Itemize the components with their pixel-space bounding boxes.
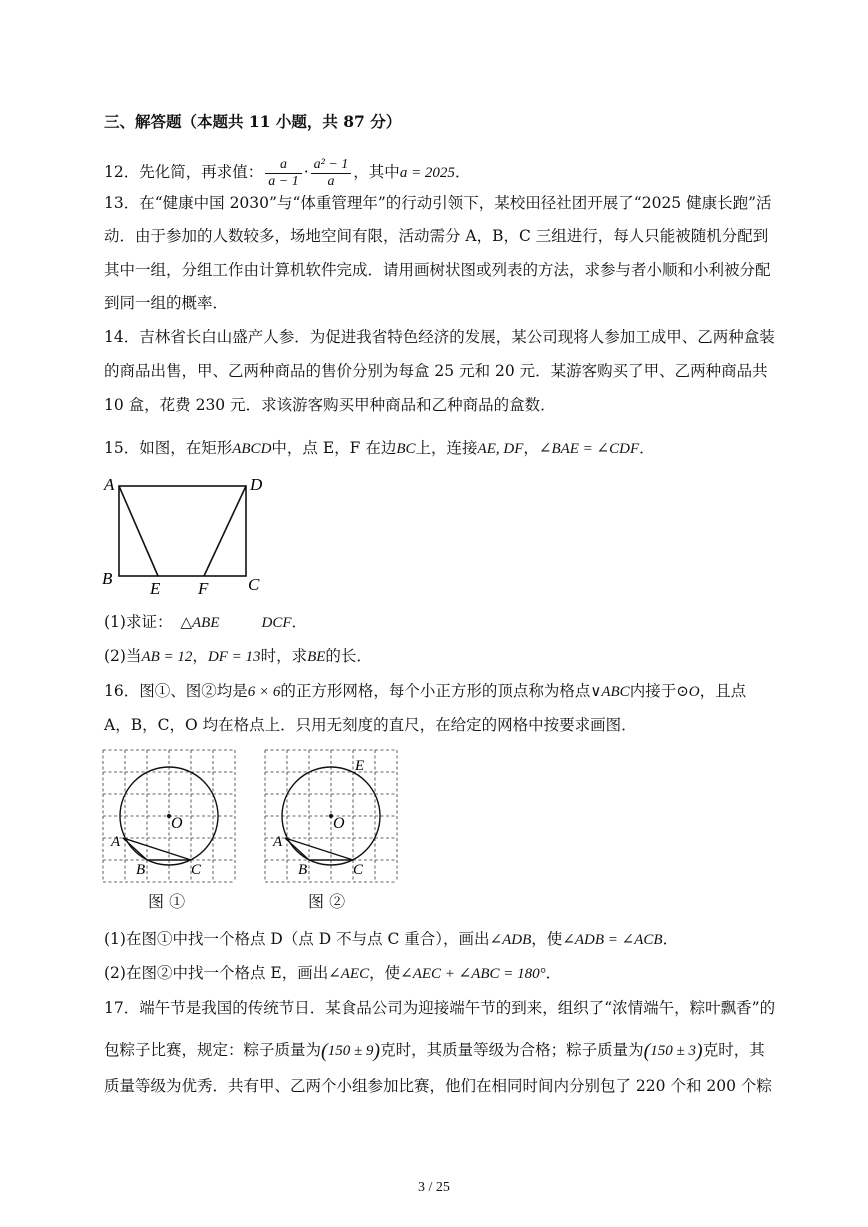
q15-part2-be: BE — [307, 649, 326, 665]
q15-text-b: 中，点 E，F 在边 — [271, 439, 397, 457]
q15-part2-text-c: 时，求 — [260, 647, 308, 665]
q17-range-excellent-value: 150 ± 3 — [650, 1043, 697, 1059]
q16-fig2-label-b: B — [298, 862, 308, 878]
q15-part2-ab: AB = 12 — [141, 649, 193, 665]
q17-line-3: 质量等级为优秀．共有甲、乙两个小组参加比赛，他们在相同时间内分别包了 220 个和 200 个粽 — [104, 1077, 772, 1095]
q12-end: ． — [454, 163, 471, 181]
q15-end: ． — [639, 439, 655, 457]
q16-fig1-caption: 图 ① — [148, 892, 186, 911]
q15-label-d: D — [250, 475, 263, 494]
q16-part1-equation: ∠ADB = ∠ACB — [562, 932, 663, 948]
q15-text-d: ， — [523, 439, 539, 457]
q12-frac1-numerator: a — [265, 157, 301, 174]
q15-segments: AE, DF — [477, 441, 524, 457]
q12-number: 12． — [104, 163, 140, 181]
q15-part1-triangle: △ABE — [180, 615, 220, 631]
q15-part-1 — [104, 612, 307, 633]
q16-part1-angle: ∠ADB — [489, 932, 532, 948]
q15-part2-text-a: (2)当 — [104, 647, 142, 665]
q12-condition: a = 2025 — [399, 165, 455, 181]
q16-fig2-label-o: O — [333, 815, 345, 832]
q13-line-3: 其中一组，分组工作由计算机软件完成．请用画树状图或列表的方法，求参与者小顺和小利被分配 — [104, 261, 771, 279]
q16-fig1-label-c: C — [191, 862, 202, 878]
q16-figure-2 — [265, 750, 401, 884]
q13-line-2: 动．由于参加的人数较多，场地空间有限，活动需分 A，B，C 三组进行，每人只能被随机分配到 — [104, 227, 769, 245]
q16-part2-text-b: ，使 — [369, 964, 401, 982]
q16-grid-size: 6 × 6 — [247, 684, 281, 700]
q15-part1-text: (1)求证： — [104, 613, 173, 631]
q16-part2-angle: ∠AEC — [328, 966, 370, 982]
q16-figure-1 — [103, 750, 239, 884]
q16-fig1-label-b: B — [136, 862, 146, 878]
q12-frac2-denominator: a — [327, 173, 335, 189]
q17-range-excellent: (150 ± 3) — [643, 1040, 703, 1062]
q15-part2-text-d: 的长． — [325, 647, 372, 665]
q15-label-c: C — [248, 575, 260, 594]
q16-part2-equation: ∠AEC + ∠ABC = 180° — [400, 966, 546, 982]
q12-text-b: ，其中 — [353, 163, 400, 181]
q17-range-qualified-value: 150 ± 9 — [327, 1043, 374, 1059]
q16-part2-end: ． — [545, 964, 562, 982]
q15-text-c: 上，连接 — [415, 439, 478, 457]
q12-frac1-denominator: a − 1 — [268, 173, 299, 189]
q16-text-c: 内接于 — [629, 682, 677, 700]
q16-fig2-label-a: A — [273, 834, 283, 850]
q12-fraction-2 — [311, 157, 352, 190]
q14-line-3: 10 盒，花费 230 元．求该游客购买甲种商品和乙种商品的盒数． — [104, 396, 556, 414]
q14-line-2: 的商品出售，甲、乙两种商品的售价分别为每盒 25 元和 20 元．某游客购买了甲、乙两种商品共 — [104, 362, 768, 380]
q15-rectangle-figure — [100, 470, 270, 600]
q15-label-b: B — [102, 569, 113, 588]
q16-part1-text-a: (1)在图①中找一个格点 D（点 D 不与点 C 重合），画出 — [104, 930, 490, 948]
q12-fraction-1 — [265, 157, 301, 190]
q16-text-d: ，且点 — [699, 682, 747, 700]
q16-line-2: A，B，C，O 均在格点上．只用无刻度的直尺，在给定的网格中按要求画图． — [104, 716, 637, 734]
q16-text-b: 的正方形网格，每个小正方形的顶点称为格点 — [280, 682, 591, 700]
q17-range-qualified: (150 ± 9) — [321, 1040, 381, 1062]
q15-part1-triangle-2: DCF — [261, 615, 292, 631]
q13-line-4: 到同一组的概率． — [104, 294, 229, 312]
q17-line2-text-b: 克时，其质量等级为合格；粽子质量为 — [380, 1041, 644, 1059]
q16-triangle: ∨ABC — [590, 684, 630, 700]
q15-label-e: E — [150, 579, 161, 598]
q16-part-1 — [104, 929, 678, 950]
q15-text-a: 15．如图，在矩形 — [104, 439, 233, 457]
q15-part1-end: ． — [291, 613, 308, 631]
q16-part1-end: ． — [662, 930, 679, 948]
q15-part-2 — [104, 646, 372, 667]
q16-text-a: 16．图①、图②均是 — [104, 682, 248, 700]
q15-rect: ABCD — [232, 441, 272, 457]
q13-line-1: 13．在“健康中国 2030”与“体重管理年”的行动引领下，某校田径社团开展了“2025 健康长跑”活 — [104, 194, 772, 212]
q16-fig1-label-a: A — [111, 834, 121, 850]
q15-part2-text-b: ， — [192, 647, 208, 665]
q15-angles: ∠BAE = ∠CDF — [538, 441, 640, 457]
q17-line-2 — [104, 1040, 765, 1061]
question-15 — [104, 438, 655, 459]
q17-line2-text-c: 克时，其 — [702, 1041, 765, 1059]
q15-label-a: A — [104, 475, 115, 494]
question-12 — [104, 152, 470, 192]
q16-fig2-label-e: E — [355, 758, 365, 774]
q15-part2-df: DF = 13 — [207, 649, 261, 665]
q12-frac2-numerator: a² − 1 — [311, 157, 352, 174]
q12-dot: · — [303, 163, 309, 181]
question-16 — [104, 681, 746, 702]
section-heading: 三、解答题（本题共 11 小题，共 87 分） — [104, 112, 402, 131]
q16-fig2-caption: 图 ② — [308, 892, 346, 911]
q15-side: BC — [396, 441, 416, 457]
q14-line-1: 14．吉林省长白山盛产人参．为促进我省特色经济的发展，某公司现将人参加工成甲、乙两种盒装 — [104, 328, 775, 346]
q17-line2-text-a: 包粽子比赛，规定：粽子质量为 — [104, 1041, 322, 1059]
q16-part1-text-b: ，使 — [531, 930, 563, 948]
q17-line-1: 17．端午节是我国的传统节日．某食品公司为迎接端午节的到来，组织了“浓情端午，粽叶飘香”的 — [104, 999, 776, 1017]
q16-fig2-label-c: C — [353, 862, 364, 878]
q16-part-2 — [104, 963, 561, 984]
q16-fig1-label-o: O — [171, 815, 183, 832]
page-number: 3 / 25 — [418, 1180, 450, 1195]
q16-circle: ⊙O — [676, 684, 700, 700]
q15-label-f: F — [198, 579, 209, 598]
q16-part2-text-a: (2)在图②中找一个格点 E，画出 — [104, 964, 329, 982]
q12-text: 先化简，再求值： — [139, 163, 264, 181]
